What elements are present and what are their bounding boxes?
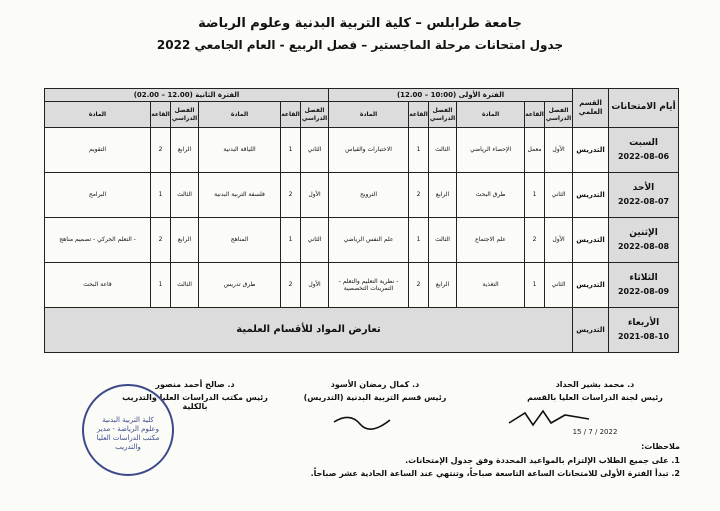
- sub-header-hall: القاعة: [409, 102, 429, 128]
- semester-cell: الثاني: [301, 218, 329, 263]
- semester-cell: الثاني: [545, 263, 573, 308]
- subject-cell: علم الاجتماع: [457, 218, 525, 263]
- signature-middle-title: رئيس قسم التربية البدنية (التدريس): [303, 393, 447, 402]
- day-date: 2022-08-08: [617, 242, 670, 252]
- day-date: 2022-08-07: [617, 197, 670, 207]
- semester-cell: الأول: [545, 218, 573, 263]
- sub-header-subject: المادة: [457, 102, 525, 128]
- subject-cell: التقويم: [45, 128, 151, 173]
- dept-cell: التدريس: [573, 173, 609, 218]
- document-title: جامعة طرابلس – كلية التربية البدنية وعلوم الرياضة: [198, 16, 522, 31]
- exam-schedule-table: [44, 88, 679, 353]
- signature-left-title: رئيس مكتب الدراسات العليا والتدريب بالكلية: [122, 393, 268, 411]
- semester-cell: الثالث: [171, 263, 199, 308]
- hall-cell: 1: [151, 173, 171, 218]
- day-name: الأربعاء: [627, 317, 660, 328]
- sub-header-hall: القاعة: [281, 102, 301, 128]
- days-column-header: أيام الامتحانات: [609, 89, 679, 128]
- table-row: [45, 128, 679, 173]
- semester-cell: الأول: [301, 173, 329, 218]
- day-cell: [609, 173, 679, 218]
- sub-header-semester: الفصل الدراسي: [429, 102, 457, 128]
- signature-right-title: رئيس لجنة الدراسات العليا بالقسم: [527, 393, 663, 402]
- subject-cell: البرامج: [45, 173, 151, 218]
- day-date: 2021-08-10: [617, 332, 670, 342]
- day-date: 2022-08-09: [617, 287, 670, 297]
- subject-cell: - نظرية التعليم والتعلم - التمرينات التخصصية: [329, 263, 409, 308]
- signature-middle-name: د. كمال رمضان الأسود: [330, 380, 420, 389]
- semester-cell: الثالث: [429, 128, 457, 173]
- note-item: 2. تبدأ الفترة الأولى للامتحانات الساعة التاسعة صباحاً، وتنتهي عند الساعة الحادية عشر صباحاً.: [310, 469, 680, 478]
- hall-cell: 2: [151, 128, 171, 173]
- day-cell: [609, 263, 679, 308]
- hall-cell: 1: [525, 173, 545, 218]
- hall-cell: 2: [281, 173, 301, 218]
- sub-header-subject: المادة: [199, 102, 281, 128]
- day-name: السبت: [629, 137, 658, 148]
- table-row: [45, 263, 679, 308]
- subject-cell: طرق البحث: [457, 173, 525, 218]
- period2-header: الفترة الثانية (12.00 – 02.00): [45, 89, 329, 102]
- hall-cell: 1: [409, 218, 429, 263]
- semester-cell: الثاني: [545, 173, 573, 218]
- merged-conflict-cell: تعارض المواد للأقسام العلمية: [45, 308, 573, 353]
- sub-header-hall: القاعة: [525, 102, 545, 128]
- semester-cell: الثالث: [429, 218, 457, 263]
- semester-cell: الأول: [545, 128, 573, 173]
- hall-cell: 2: [151, 218, 171, 263]
- signature-right-date-note: 2022 / 7 / 15: [572, 428, 618, 436]
- sub-header-semester: الفصل الدراسي: [171, 102, 199, 128]
- dept-cell: التدريس: [573, 128, 609, 173]
- sub-header-hall: القاعة: [151, 102, 171, 128]
- sub-header-semester: الفصل الدراسي: [301, 102, 329, 128]
- semester-cell: الرابع: [171, 128, 199, 173]
- dept-cell: التدريس: [573, 263, 609, 308]
- subject-cell: علم النفس الرياضي: [329, 218, 409, 263]
- semester-cell: الرابع: [171, 218, 199, 263]
- hall-cell: 1: [281, 218, 301, 263]
- semester-cell: الثالث: [171, 173, 199, 218]
- hall-cell: 2: [281, 263, 301, 308]
- hall-cell: 2: [409, 263, 429, 308]
- dept-column-header: القسم العلمي: [573, 89, 609, 128]
- subject-cell: الاختبارات والقياس: [329, 128, 409, 173]
- hall-cell: معمل: [525, 128, 545, 173]
- table-row-last: [45, 308, 679, 353]
- day-name: الأحد: [632, 182, 655, 193]
- day-cell: [609, 218, 679, 263]
- hall-cell: 2: [409, 173, 429, 218]
- subject-cell: الإحصاء الرياضي: [457, 128, 525, 173]
- subject-cell: الترويح: [329, 173, 409, 218]
- notes-title: ملاحظات:: [641, 442, 680, 451]
- signature-right-name: د. محمد بشير الحداد: [555, 380, 635, 389]
- signature-middle: [290, 380, 460, 402]
- hall-cell: 1: [151, 263, 171, 308]
- subject-cell: المناهج: [199, 218, 281, 263]
- sub-header-semester: الفصل الدراسي: [545, 102, 573, 128]
- official-stamp: [82, 384, 174, 476]
- day-cell: [609, 308, 679, 353]
- subject-cell: فلسفة التربية البدنية: [199, 173, 281, 218]
- sub-header-subject: المادة: [45, 102, 151, 128]
- stamp-text: كلية التربية البدنية وعلوم الرياضة - مدير مكتب الدراسات العليا والتدريب: [96, 416, 160, 452]
- day-name: الإثنين: [629, 227, 658, 238]
- note-item: 1. على جميع الطلاب الإلتزام بالمواعيد المحددة وفق جدول الإمتحانات.: [405, 456, 680, 465]
- subject-cell: التغذية: [457, 263, 525, 308]
- semester-cell: الرابع: [429, 263, 457, 308]
- dept-cell: التدريس: [573, 218, 609, 263]
- document-subtitle: جدول امتحانات مرحلة الماجستير – فصل الربيع - العام الجامعي 2022: [156, 38, 564, 52]
- day-name: الثلاثاء: [629, 272, 658, 283]
- hall-cell: 1: [525, 263, 545, 308]
- table-row: [45, 173, 679, 218]
- sub-header-subject: المادة: [329, 102, 409, 128]
- subject-cell: طرق تدريس: [199, 263, 281, 308]
- semester-cell: الرابع: [429, 173, 457, 218]
- semester-cell: الثاني: [301, 128, 329, 173]
- signature-left-name: د. صالح أحمد منصور: [155, 380, 235, 389]
- subject-cell: اللياقة البدنية: [199, 128, 281, 173]
- hall-cell: 1: [281, 128, 301, 173]
- subject-cell: - التعلم الحركي - تصميم مناهج: [45, 218, 151, 263]
- hall-cell: 1: [409, 128, 429, 173]
- signature-right-scribble-icon: [505, 405, 595, 431]
- period1-header: الفترة الأولى (10:00 – 12.00): [329, 89, 573, 102]
- signature-middle-scribble-icon: [330, 410, 400, 432]
- table-row: [45, 218, 679, 263]
- dept-cell: التدريس: [573, 308, 609, 353]
- notes-section: [311, 442, 680, 482]
- subject-cell: قاعة البحث: [45, 263, 151, 308]
- hall-cell: 2: [525, 218, 545, 263]
- day-date: 2022-08-06: [617, 152, 670, 162]
- semester-cell: الأول: [301, 263, 329, 308]
- day-cell: [609, 128, 679, 173]
